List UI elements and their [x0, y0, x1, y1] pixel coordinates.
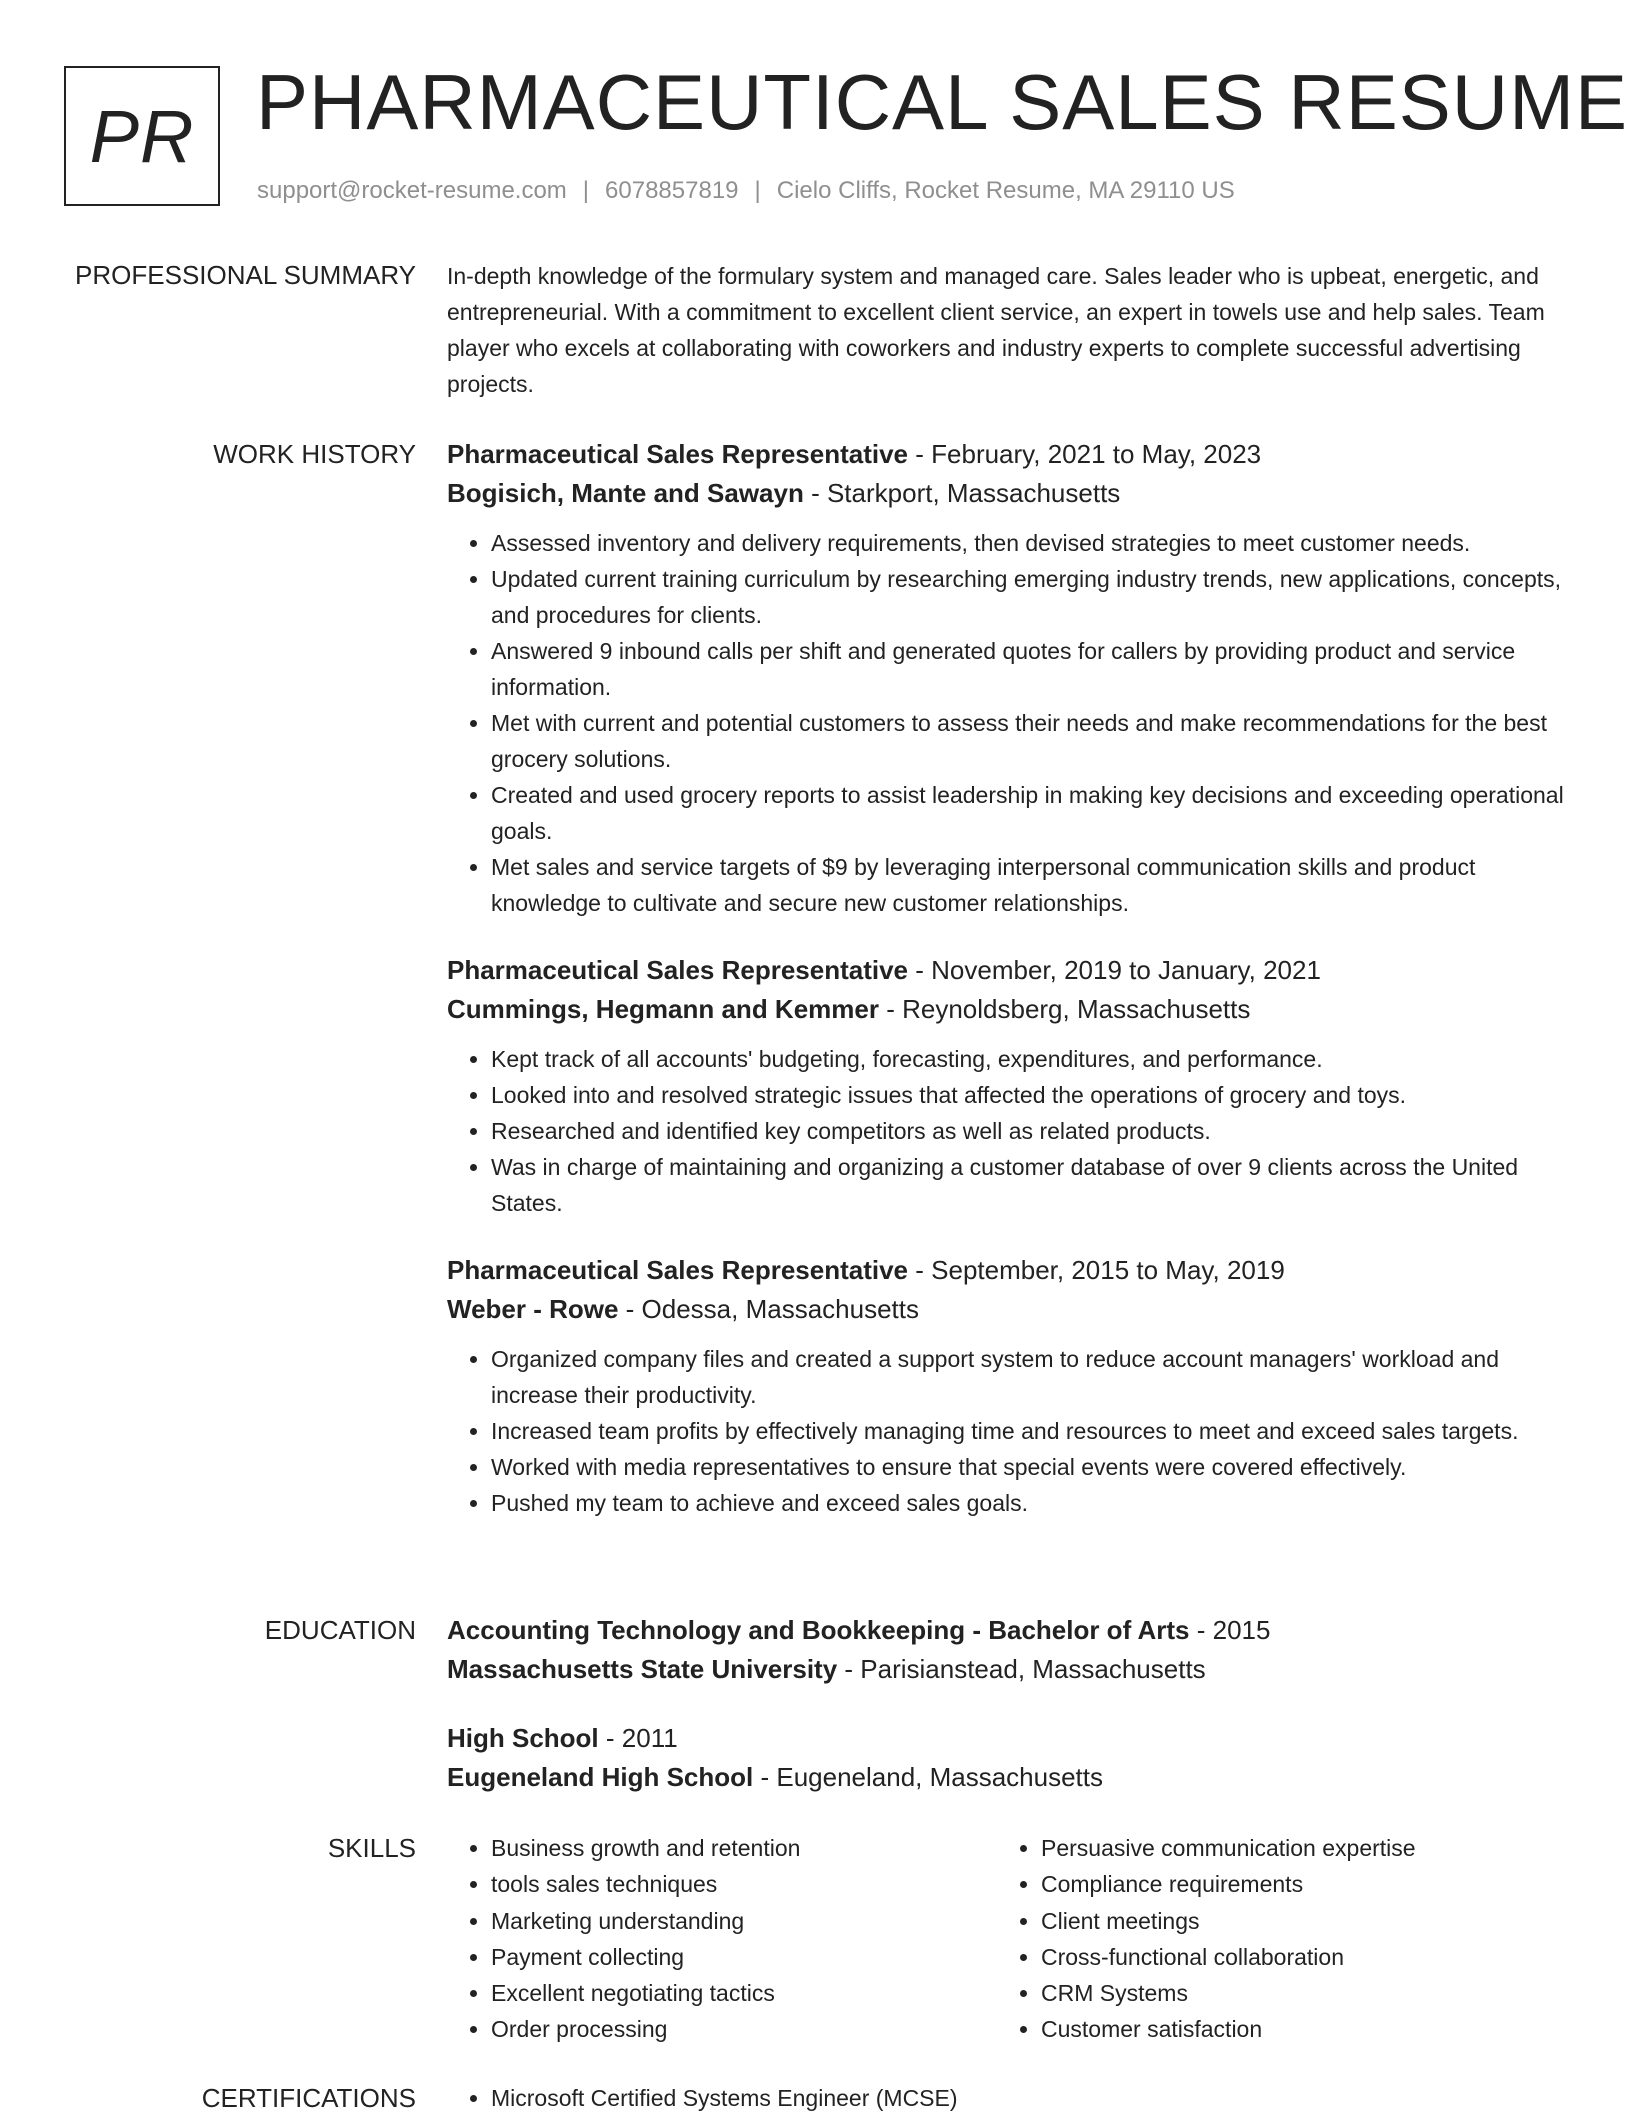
skill-item: • CRM Systems — [1041, 1975, 1547, 2011]
job-bullet: • Created and used grocery reports to assist leadership in making key decisions and exceeding operational goals. — [491, 777, 1567, 849]
contact-email[interactable]: support@rocket-resume.com — [257, 177, 567, 204]
job-bullet: • Kept track of all accounts' budgeting, forecasting, expenditures, and performance. — [491, 1041, 1567, 1077]
job-location: - Odessa, Massachusetts — [618, 1294, 919, 1324]
job-dates: - September, 2015 to May, 2019 — [908, 1255, 1285, 1285]
job-company-line — [447, 990, 1567, 1029]
certification-item: • Microsoft Certified Systems Engineer (MCSE) — [491, 2080, 1567, 2116]
job-bullet: • Worked with media representatives to ensure that special events were covered effectively. — [491, 1449, 1567, 1485]
monogram-initials: PR — [89, 94, 195, 178]
job-bullet: • Organized company files and created a support system to reduce account managers' workload and increase their productivity. — [491, 1341, 1567, 1413]
job-company: Bogisich, Mante and Sawayn — [447, 478, 804, 508]
section-label-skills: SKILLS — [327, 1833, 416, 1863]
job-bullets — [447, 1041, 1567, 1221]
degree-year: - 2011 — [598, 1723, 678, 1753]
contact-separator: | — [754, 177, 761, 204]
skill-item: • Client meetings — [1041, 1903, 1547, 1939]
job-bullets — [447, 525, 1567, 921]
school: Massachusetts State University — [447, 1654, 838, 1684]
summary-text: In-depth knowledge of the formulary system and managed care. Sales leader who is upbeat, energetic, and entrepreneurial. With a commitment to excellent client service, an expert in towels use and help sales. Team player who excels at collaborating with coworkers and industry experts to complete successful advertising projects. — [447, 263, 1545, 397]
job-bullet: • Met sales and service targets of $9 by leveraging interpersonal communication skills and product knowledge to cultivate and secure new customer relationships. — [491, 849, 1567, 921]
skill-item: • Business growth and retention — [491, 1830, 997, 1866]
contact-phone[interactable]: 6078857819 — [605, 177, 739, 204]
job-entry — [447, 951, 1567, 1221]
job-dates: - November, 2019 to January, 2021 — [908, 955, 1321, 985]
degree: High School — [447, 1723, 599, 1753]
skill-item: • Payment collecting — [491, 1939, 997, 1975]
skill-item: • Marketing understanding — [491, 1903, 997, 1939]
skill-item: • Persuasive communication expertise — [1041, 1830, 1547, 1866]
job-bullet: • Researched and identified key competitors as well as related products. — [491, 1113, 1567, 1149]
job-bullet: • Answered 9 inbound calls per shift and generated quotes for callers by providing product and service information. — [491, 633, 1567, 705]
job-bullet: • Looked into and resolved strategic issues that affected the operations of grocery and toys. — [491, 1077, 1567, 1113]
degree: Accounting Technology and Bookkeeping - Bachelor of Arts — [447, 1615, 1190, 1645]
job-title: Pharmaceutical Sales Representative — [447, 955, 909, 985]
degree-line — [447, 1611, 1567, 1650]
job-location: - Reynoldsberg, Massachusetts — [878, 994, 1251, 1024]
job-title-line — [447, 435, 1567, 474]
degree-line — [447, 1719, 1567, 1758]
skill-item: • Order processing — [491, 2011, 997, 2047]
education-entry — [447, 1719, 1567, 1797]
skill-item: • Compliance requirements — [1041, 1866, 1547, 1902]
job-title: Pharmaceutical Sales Representative — [447, 439, 909, 469]
skill-item: • Customer satisfaction — [1041, 2011, 1547, 2047]
job-bullet: • Updated current training curriculum by researching emerging industry trends, new applications, concepts, and procedures for clients. — [491, 561, 1567, 633]
section-label-education: EDUCATION — [264, 1615, 416, 1645]
contact-separator: | — [582, 177, 590, 204]
section-label-summary: PROFESSIONAL SUMMARY — [75, 260, 416, 290]
job-bullet: • Assessed inventory and delivery requirements, then devised strategies to meet customer needs. — [491, 525, 1567, 561]
job-company-line — [447, 1290, 1567, 1329]
skills-list-left — [447, 1830, 997, 2048]
skill-item: • Cross-functional collaboration — [1041, 1939, 1547, 1975]
monogram — [64, 66, 220, 206]
skills-list-right — [997, 1830, 1547, 2048]
section-label-work-history: WORK HISTORY — [213, 439, 416, 469]
job-entry — [447, 1251, 1567, 1521]
job-title-line — [447, 951, 1567, 990]
resume-title: PHARMACEUTICAL SALES RESUME — [256, 58, 1629, 146]
degree-year: - 2015 — [1189, 1615, 1271, 1645]
job-bullet: • Increased team profits by effectively managing time and resources to meet and exceed sales targets. — [491, 1413, 1567, 1449]
job-title-line — [447, 1251, 1567, 1290]
school-line — [447, 1758, 1567, 1797]
job-entry — [447, 435, 1567, 921]
education-entry — [447, 1611, 1567, 1689]
job-location: - Starkport, Massachusetts — [803, 478, 1121, 508]
school-location: - Eugeneland, Massachusetts — [753, 1762, 1104, 1792]
certifications-list — [447, 2080, 1567, 2116]
job-dates: - February, 2021 to May, 2023 — [908, 439, 1262, 469]
job-company: Weber - Rowe — [447, 1294, 619, 1324]
school: Eugeneland High School — [447, 1762, 754, 1792]
section-label-certifications: CERTIFICATIONS — [201, 2083, 416, 2113]
job-bullet: • Pushed my team to achieve and exceed sales goals. — [491, 1485, 1567, 1521]
skill-item: • Excellent negotiating tactics — [491, 1975, 997, 2011]
school-location: - Parisianstead, Massachusetts — [837, 1654, 1206, 1684]
job-title: Pharmaceutical Sales Representative — [447, 1255, 909, 1285]
skill-item: • tools sales techniques — [491, 1866, 997, 1902]
school-line — [447, 1650, 1567, 1689]
job-bullets — [447, 1341, 1567, 1521]
job-company-line — [447, 474, 1567, 513]
contact-line — [257, 174, 1235, 208]
skills-columns — [447, 1830, 1567, 2048]
job-bullet: • Met with current and potential customers to assess their needs and make recommendations for the best grocery solutions. — [491, 705, 1567, 777]
job-bullet: • Was in charge of maintaining and organizing a customer database of over 9 clients across the United States. — [491, 1149, 1567, 1221]
contact-address: Cielo Cliffs, Rocket Resume, MA 29110 US — [776, 177, 1235, 204]
job-company: Cummings, Hegmann and Kemmer — [447, 994, 879, 1024]
